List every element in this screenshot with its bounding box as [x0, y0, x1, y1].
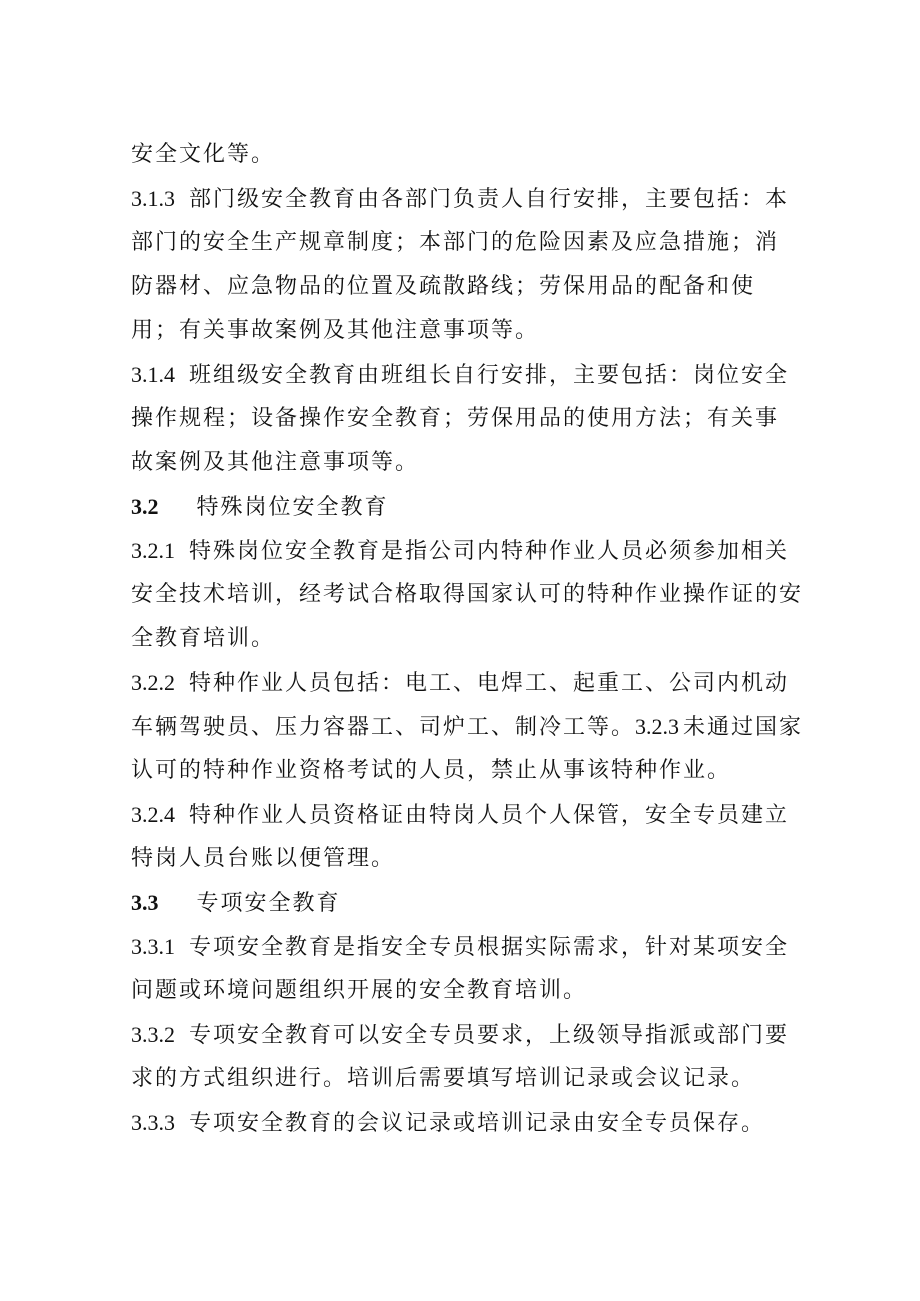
line-text: 专项安全教育的会议记录或培训记录由安全专员保存。 — [189, 1111, 766, 1136]
line-text: 全教育培训。 — [131, 626, 276, 651]
line-text: 专项安全教育是指安全专员根据实际需求，针对某项安全 — [189, 935, 790, 960]
clause-3-2-4 — [131, 800, 789, 831]
line-text: 防器材、应急物品的位置及疏散路线；劳保用品的配备和使 — [131, 274, 756, 299]
clause-3-1-3 — [131, 184, 789, 215]
text-line — [131, 844, 395, 874]
text-line — [131, 448, 419, 478]
line-text: 专项安全教育可以安全专员要求，上级领导指派或部门要 — [189, 1023, 790, 1048]
line-text: 操作规程；设备操作安全教育；劳保用品的使用方法；有关事 — [131, 406, 780, 431]
line-text: 问题或环境问题组织开展的安全教育培训。 — [131, 978, 588, 1003]
section-heading-3-3 — [131, 888, 341, 919]
clause-number: 3.2.1 — [131, 538, 175, 563]
clause-3-2-2 — [131, 668, 789, 699]
text-line — [131, 140, 275, 170]
text-line — [131, 756, 731, 786]
clause-3-3-3 — [131, 1108, 765, 1139]
clause-3-3-1 — [131, 932, 789, 963]
section-number: 3.3 — [131, 890, 159, 915]
line-text: 部门的安全生产规章制度；本部门的危险因素及应急措施；消 — [131, 230, 780, 255]
text-line — [131, 316, 539, 346]
line-text: 未通过国家 — [683, 715, 804, 740]
section-title: 专项安全教育 — [196, 891, 341, 916]
section-number: 3.2 — [131, 494, 159, 519]
text-line — [131, 976, 587, 1006]
clause-3-1-4 — [131, 360, 789, 391]
text-line-with-clause-3-2-3 — [131, 712, 803, 743]
text-line — [131, 624, 275, 654]
clause-number: 3.3.3 — [131, 1110, 175, 1135]
section-title: 特殊岗位安全教育 — [196, 495, 389, 520]
section-heading-3-2 — [131, 492, 389, 523]
line-text: 特种作业人员包括：电工、电焊工、起重工、公司内机动 — [189, 671, 790, 696]
line-text: 求的方式组织进行。培训后需要填写培训记录或会议记录。 — [131, 1066, 756, 1091]
text-line — [131, 580, 803, 610]
clause-number: 3.2.3 — [635, 714, 680, 739]
clause-3-3-2 — [131, 1020, 789, 1051]
line-text: 安全文化等。 — [131, 142, 276, 167]
clause-number: 3.2.2 — [131, 670, 175, 695]
clause-number: 3.1.3 — [131, 186, 175, 211]
line-text: 特殊岗位安全教育是指公司内特种作业人员必须参加相关 — [189, 539, 790, 564]
text-line — [131, 404, 779, 434]
line-text: 特岗人员台账以便管理。 — [131, 846, 396, 871]
clause-number: 3.3.2 — [131, 1022, 175, 1047]
line-text: 用；有关事故案例及其他注意事项等。 — [131, 318, 540, 343]
text-line — [131, 1064, 755, 1094]
line-text: 班组级安全教育由班组长自行安排，主要包括：岗位安全 — [189, 363, 790, 388]
clause-number: 3.3.1 — [131, 934, 175, 959]
text-line — [131, 228, 779, 258]
clause-3-2-1 — [131, 536, 789, 567]
line-text: 安全技术培训，经考试合格取得国家认可的特种作业操作证的安 — [131, 582, 804, 607]
line-text: 车辆驾驶员、压力容器工、司炉工、制冷工等。 — [131, 715, 636, 740]
line-text: 认可的特种作业资格考试的人员，禁止从事该特种作业。 — [131, 758, 732, 783]
clause-number: 3.1.4 — [131, 362, 175, 387]
text-line — [131, 272, 755, 302]
line-text: 特种作业人员资格证由特岗人员个人保管，安全专员建立 — [189, 803, 790, 828]
clause-number: 3.2.4 — [131, 802, 175, 827]
line-text: 部门级安全教育由各部门负责人自行安排，主要包括：本 — [189, 187, 790, 212]
line-text: 故案例及其他注意事项等。 — [131, 450, 420, 475]
